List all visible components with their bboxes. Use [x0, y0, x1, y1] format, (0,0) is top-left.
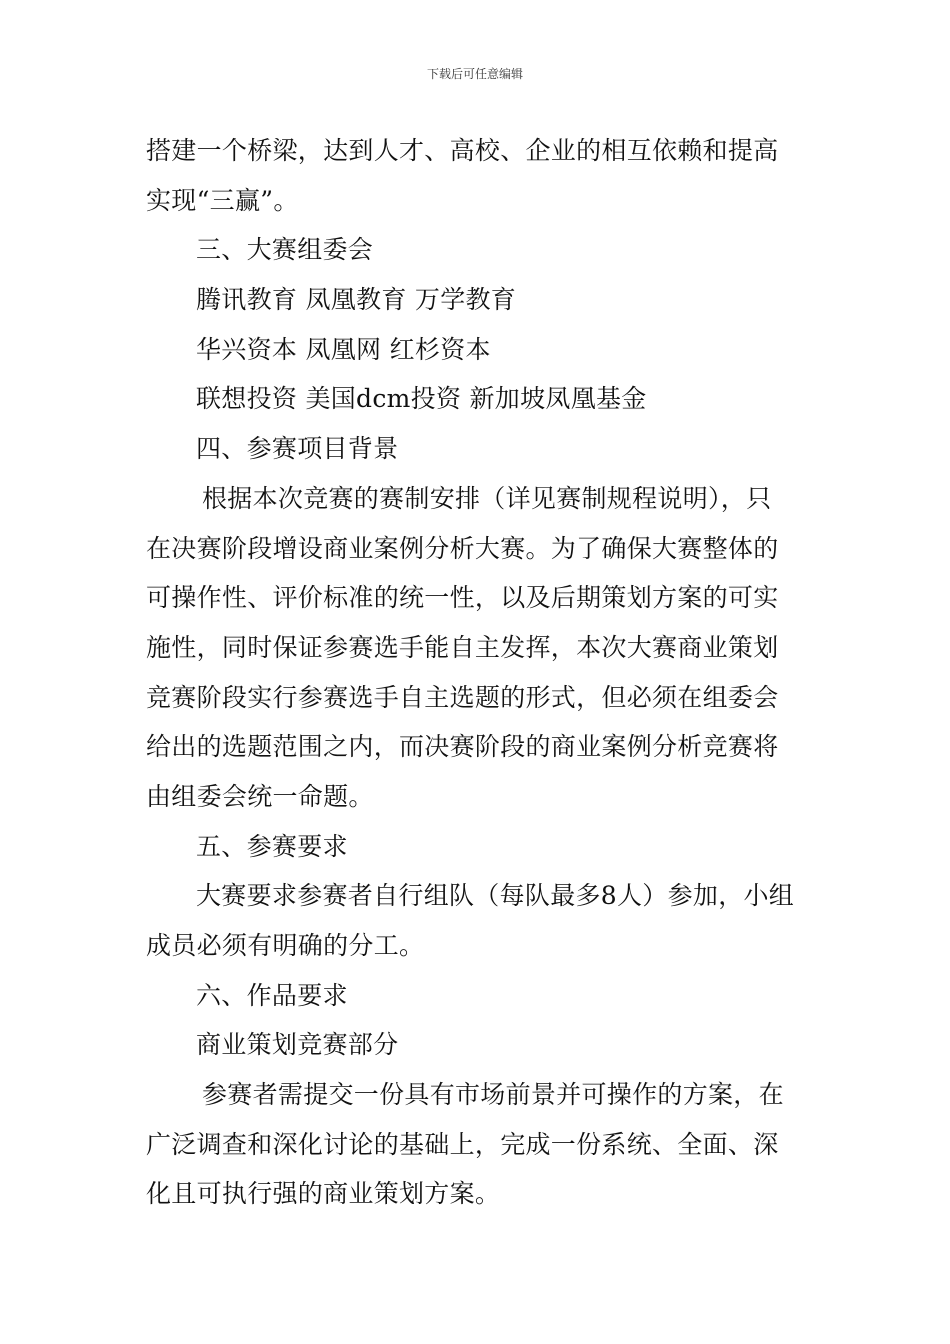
body-line: 可操作性、评价标准的统一性，以及后期策划方案的可实	[146, 583, 779, 613]
section-heading-work-requirements: 六、作品要求	[196, 980, 348, 1010]
body-line: 由组委会统一命题。	[146, 781, 374, 811]
body-line: 成员必须有明确的分工。	[146, 931, 425, 960]
page-header: 下载后可任意编辑	[426, 67, 523, 81]
section-heading-project-background: 四、参赛项目背景	[196, 434, 399, 464]
body-line: 根据本次竞赛的赛制安排（详见赛制规程说明），只	[202, 483, 772, 513]
section-heading-requirements: 五、参赛要求	[196, 831, 348, 861]
body-line: 大赛要求参赛者自行组队（每队最多8人）参加，小组	[196, 881, 795, 911]
body-line: 施性，同时保证参赛选手能自主发挥，本次大赛商业策划	[146, 632, 779, 662]
body-line: 化且可执行强的商业策划方案。	[146, 1179, 501, 1209]
body-line: 竞赛阶段实行参赛选手自主选题的形式，但必须在组委会	[146, 682, 779, 712]
section-heading-organizing-committee: 三、大赛组委会	[196, 235, 374, 265]
body-line: 给出的选题范围之内，而决赛阶段的商业案例分析竞赛将	[146, 732, 779, 762]
body-line: 广泛调查和深化讨论的基础上，完成一份系统、全面、深	[146, 1129, 779, 1159]
subsection-heading: 商业策划竞赛部分	[196, 1030, 399, 1060]
committee-members-line: 华兴资本 凤凰网 红杉资本	[196, 334, 491, 364]
body-line: 在决赛阶段增设商业案例分析大赛。为了确保大赛整体的	[146, 533, 779, 563]
body-line: 搭建一个桥梁，达到人才、高校、企业的相互依赖和提高	[146, 136, 779, 165]
body-line: 实现“三赢”。	[146, 185, 299, 215]
committee-members-line: 腾讯教育 凤凰教育 万学教育	[196, 285, 517, 315]
document-body	[146, 126, 816, 1219]
committee-members-line: 联想投资 美国dcm投资 新加坡凤凰基金	[196, 384, 647, 414]
body-line: 参赛者需提交一份具有市场前景并可操作的方案，在	[202, 1080, 784, 1110]
